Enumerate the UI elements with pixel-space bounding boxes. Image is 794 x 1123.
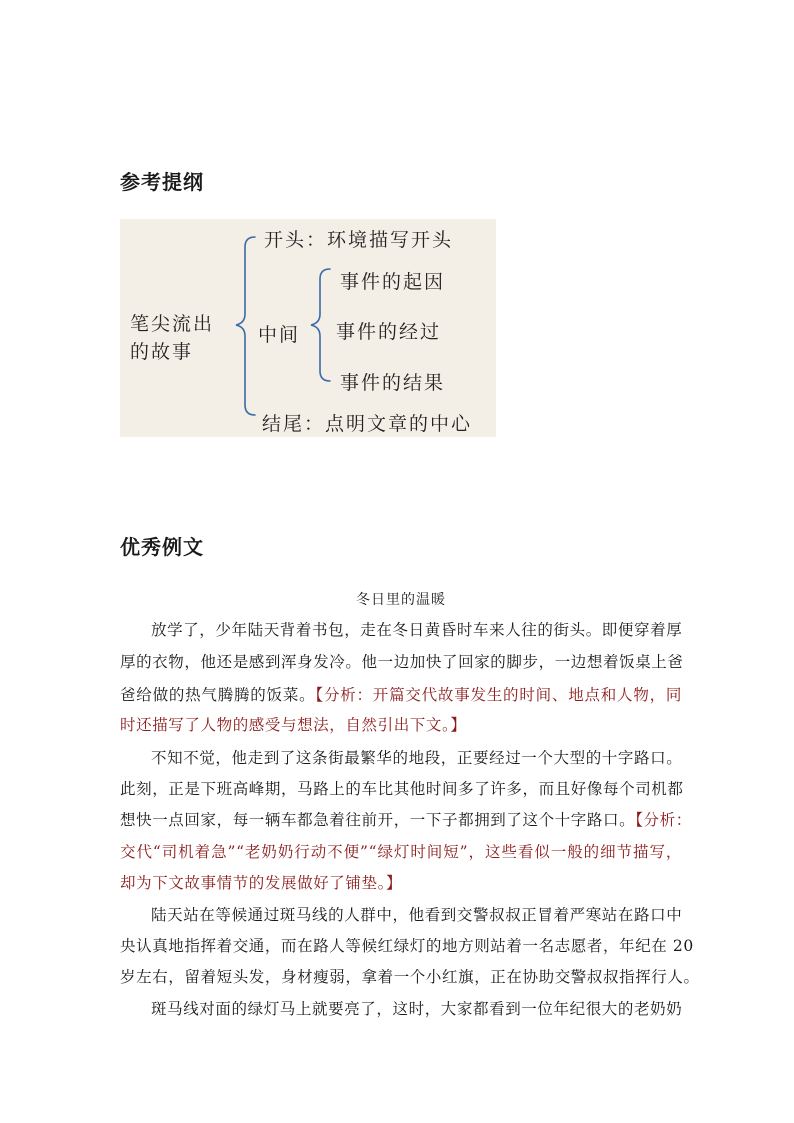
- ending-label: 结尾：点明文章的中心: [262, 413, 473, 435]
- essay-text: 不知不觉，他走到了这条街最繁华的地段，正要经过一个大型的十字路口。: [151, 749, 683, 767]
- essay-line: [120, 965, 700, 987]
- essay-text: 央认真地指挥着交通，而在路人等候红绿灯的地方则站着一名志愿者，年纪在 20: [120, 937, 694, 955]
- analysis-note: 却为下文故事情节的发展做好了铺垫。】: [120, 874, 403, 892]
- analysis-note: 【分析：开篇交代故事发生的时间、地点和人物，同: [315, 686, 682, 704]
- opening-label: 开头：环境描写开头: [264, 229, 454, 251]
- essay-line: [120, 840, 682, 862]
- essay-line: [151, 746, 682, 768]
- essay-line: [120, 871, 682, 893]
- analysis-note: 交代“司机着急”“老奶奶行动不便”“绿灯时间短”，这些看似一般的细节描写，: [120, 843, 682, 861]
- essay-text: 斑马线对面的绿灯马上就要亮了，这时，大家都看到一位年纪很大的老奶奶: [151, 1000, 683, 1018]
- essay-line: [120, 777, 682, 799]
- essay-line: [120, 934, 694, 956]
- essay-text: 爸给做的热气腾腾的饭菜。: [120, 686, 316, 704]
- essay-title: 冬日里的温暖: [356, 592, 446, 608]
- essay-text: 放学了，少年陆天背着书包，走在冬日黄昏时车来人往的街头。即便穿着厚: [151, 621, 683, 639]
- essay-line: [120, 683, 682, 705]
- main-brace: [236, 237, 255, 415]
- essay-line: [120, 650, 682, 672]
- outline-diagram: [120, 219, 496, 437]
- middle-item-result: 事件的结果: [340, 372, 446, 394]
- essay-text: 此刻，正是下班高峰期，马路上的车比其他时间多了许多，而且好像每个司机都: [120, 780, 684, 798]
- essay-heading: 优秀例文: [120, 535, 204, 559]
- essay-text: 岁左右，留着短头发，身材瘦弱，拿着一个小红旗，正在协助交警叔叔指挥行人。: [120, 968, 700, 986]
- middle-item-cause: 事件的起因: [340, 271, 446, 293]
- essay-line: [120, 713, 682, 735]
- essay-text: 厚的衣物，他还是感到浑身发冷。他一边加快了回家的脚步，一边想着饭桌上爸: [120, 653, 684, 671]
- outline-heading: 参考提纲: [120, 170, 204, 194]
- essay-line: [151, 618, 682, 640]
- middle-item-process: 事件的经过: [336, 321, 442, 343]
- essay-text: 陆天站在等候通过斑马线的人群中，他看到交警叔叔正冒着严寒站在路口中: [151, 906, 683, 924]
- essay-text: 想快一点回家，每一辆车都急着往前开，一下子都拥到了这个十字路口。: [120, 811, 636, 829]
- essay-line: [151, 997, 682, 1019]
- root-label-line1: 笔尖流出: [130, 313, 215, 335]
- root-label-line2: 的故事: [130, 341, 194, 363]
- essay-line: [151, 903, 682, 925]
- analysis-note: 时还描写了人物的感受与想法，自然引出下文。】: [120, 716, 467, 734]
- essay-line: [120, 808, 692, 830]
- middle-brace: [311, 269, 330, 381]
- analysis-note: 【分析：: [635, 811, 692, 829]
- middle-label: 中间: [258, 324, 301, 346]
